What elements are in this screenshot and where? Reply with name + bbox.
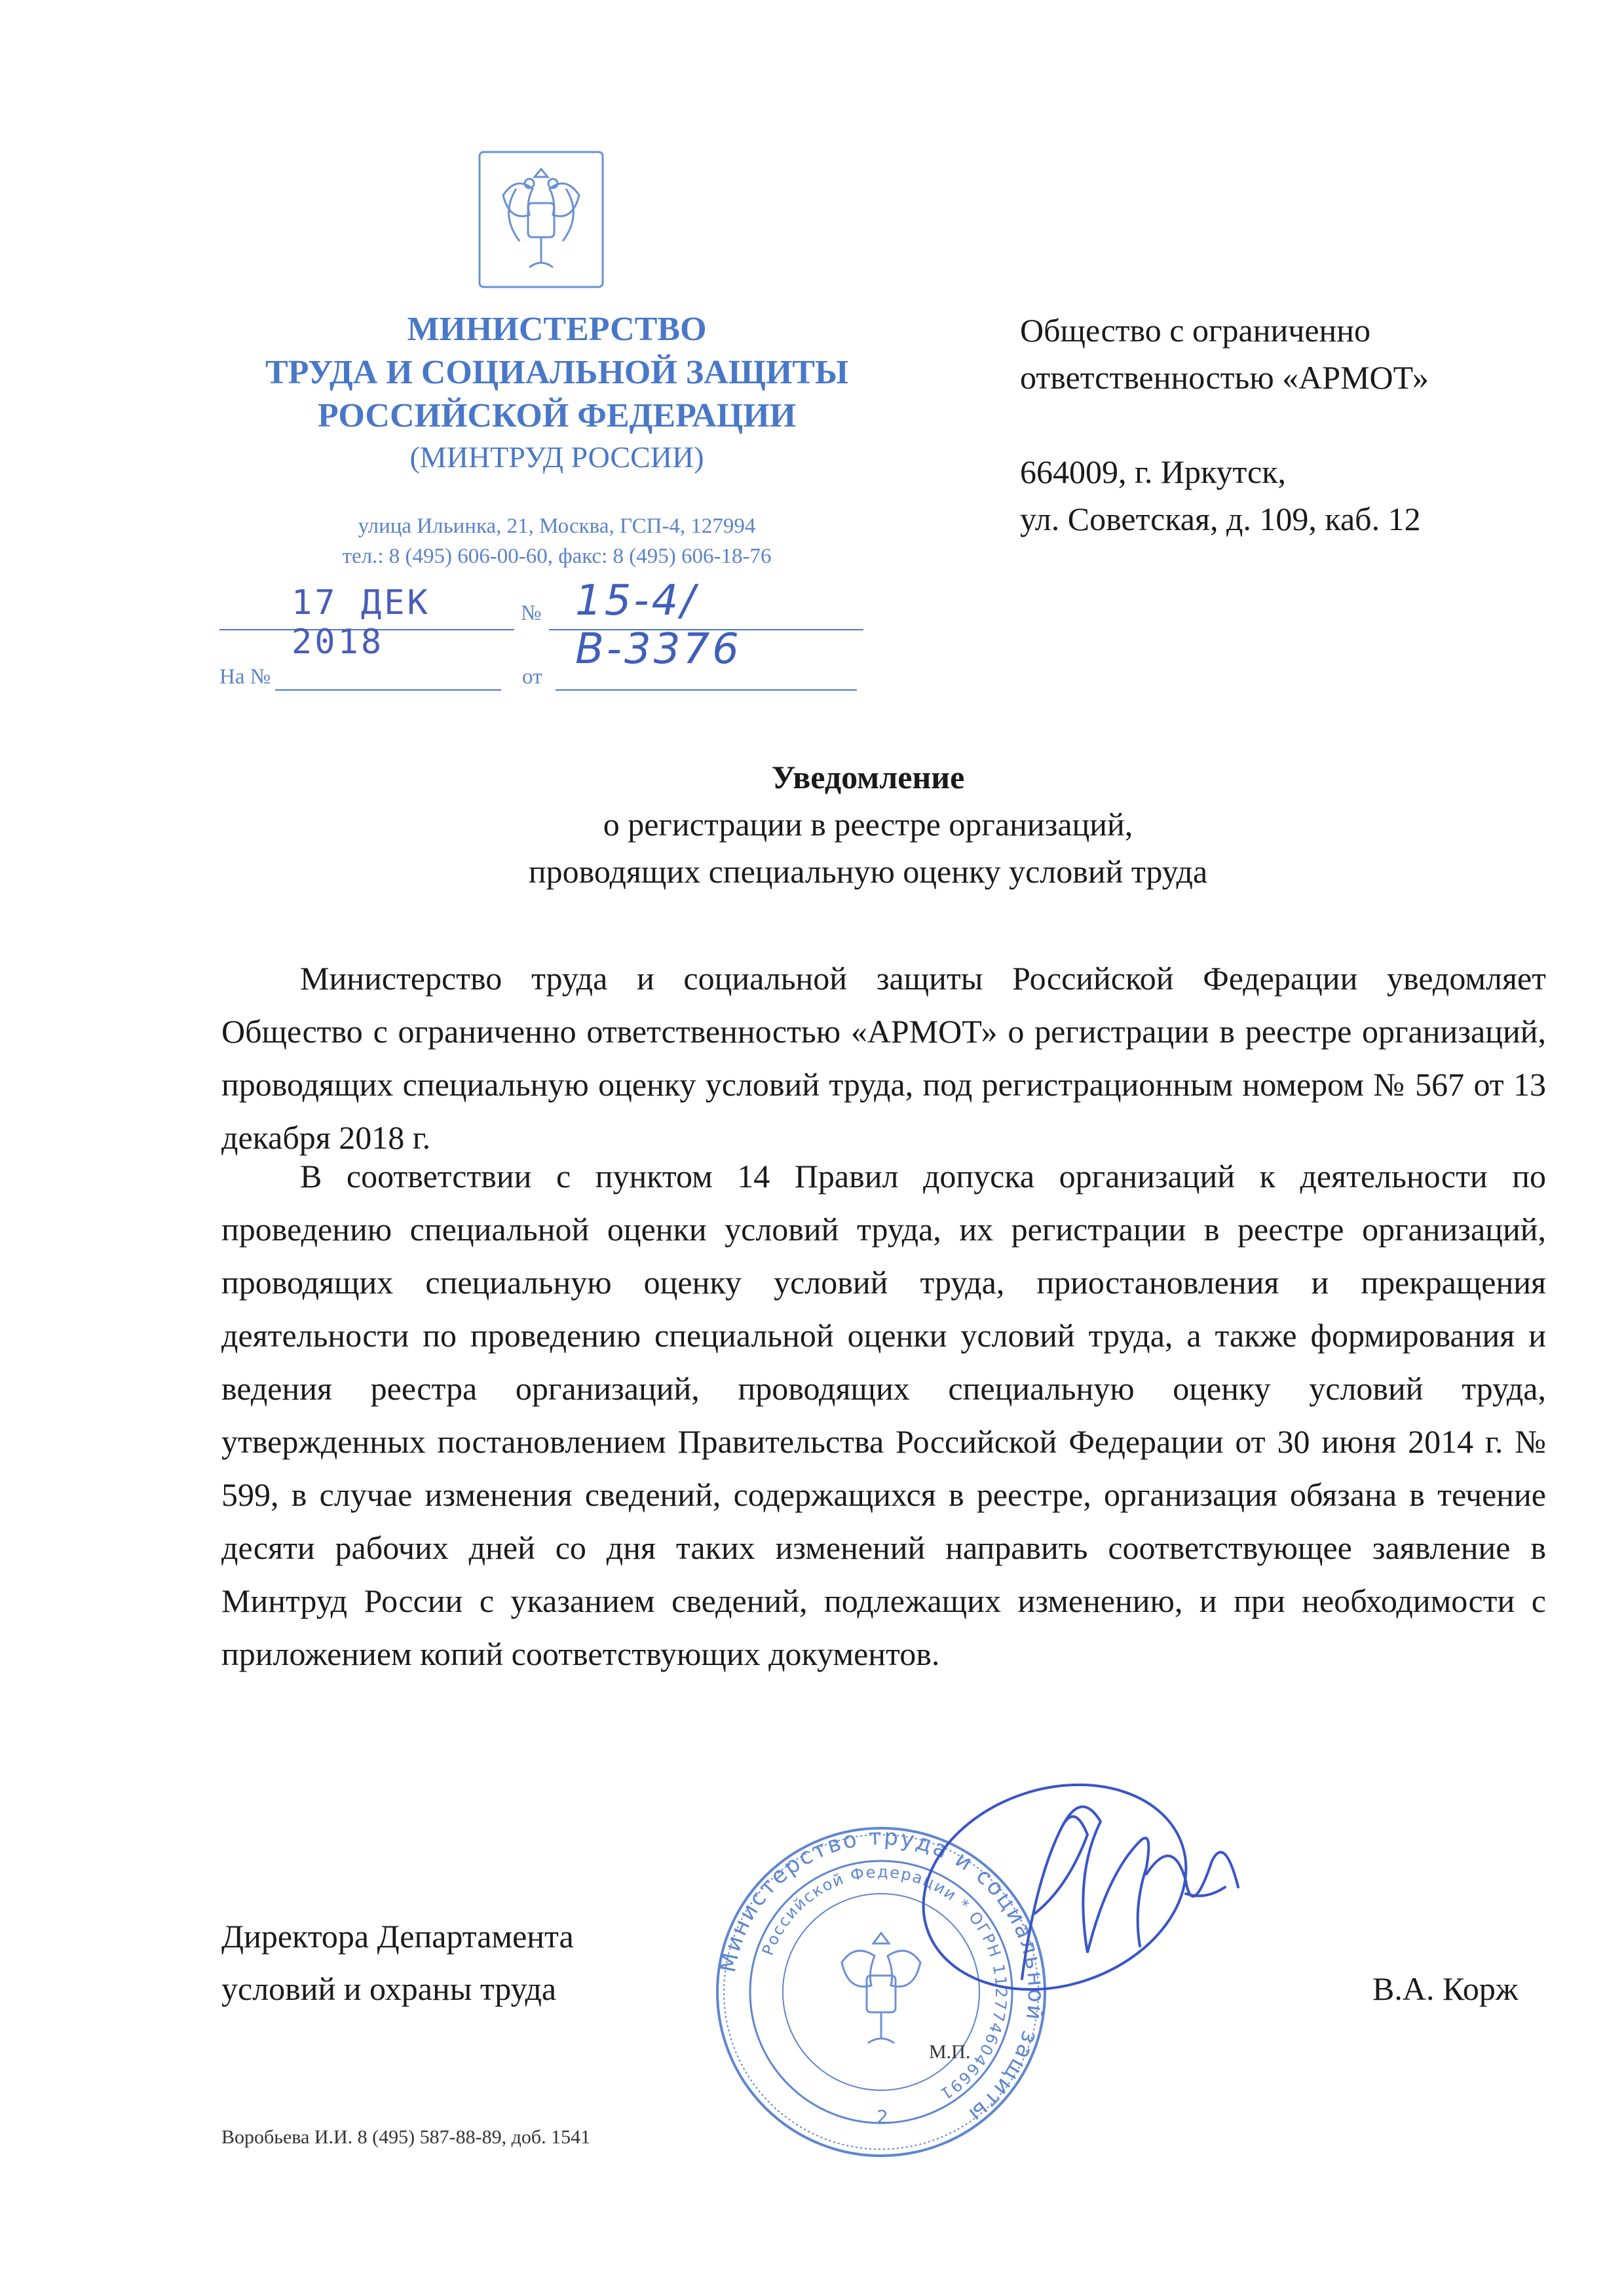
position-line-1: Директора Департамента [221, 1918, 574, 1955]
title-line-1: о регистрации в реестре организаций, [603, 806, 1133, 843]
addressee-org-line-2: ответственностью «АРМОТ» [1020, 359, 1429, 396]
ministry-address: улица Ильинка, 21, Москва, ГСП-4, 127994 [358, 514, 756, 538]
ministry-phones: тел.: 8 (495) 606-00-60, факс: 8 (495) 606-18-76 [342, 545, 772, 568]
handwritten-signature-icon [911, 1763, 1277, 2051]
document-title [197, 754, 1539, 895]
ministry-line-1: МИНИСТЕРСТВО [407, 311, 707, 348]
date-stamp: 17 ДЕК 2018 [292, 583, 430, 662]
ref-from-label: от [522, 665, 542, 689]
title-heading: Уведомление [771, 759, 965, 795]
coat-of-arms-icon [477, 149, 605, 290]
executor-contact: Воробьева И.И. 8 (495) 587-88-89, доб. 1541 [221, 2126, 591, 2148]
ref-label: На № [219, 665, 271, 689]
title-line-2: проводящих специальную оценку условий труда [528, 853, 1208, 890]
number-label: № [521, 602, 542, 625]
ministry-short-name: (МИНТРУД РОССИИ) [409, 440, 704, 474]
ministry-line-3: РОССИЙСКОЙ ФЕДЕРАЦИИ [317, 397, 797, 434]
seal-number: 2 [877, 2106, 888, 2128]
ministry-name [197, 308, 917, 477]
addressee-address-line-2: ул. Советская, д. 109, каб. 12 [1020, 501, 1421, 537]
number-field [549, 577, 863, 674]
ref-number-field [275, 662, 501, 691]
outgoing-number: 15-4/В-3376 [575, 577, 742, 674]
body-paragraph-1: Министерство труда и социальной защиты Российской Федерации уведомляет Общество с ограниченно ответственностью «АРМОТ» о регистрации в реестре организаций, проводящих специальную оценку условий труда, под регистрационным номером № 567 от 13 декабря 2018 г. [221, 960, 1546, 1156]
signatory-position [221, 1910, 574, 2015]
addressee-address-line-1: 664009, г. Иркутск, [1020, 453, 1287, 490]
seal-outer-text: Министерство труда и социальной защиты [714, 1824, 1049, 2129]
date-field [219, 583, 514, 662]
signatory-name: В.А. Корж [1372, 1970, 1519, 2007]
position-line-2: условий и охраны труда [221, 1970, 557, 2007]
addressee-block [1020, 307, 1557, 543]
ref-date-field [556, 662, 857, 691]
ministry-contacts [197, 511, 917, 571]
ministry-line-2: ТРУДА И СОЦИАЛЬНОЙ ЗАЩИТЫ [265, 354, 849, 391]
seal-inner-text: Российской Федерации * ОГРН 1127746046691 [758, 1862, 1011, 2104]
addressee-org-line-1: Общество с ограниченно [1020, 312, 1371, 349]
seal-place-note: М.П. [929, 2041, 971, 2063]
body-paragraph-2: В соответствии с пунктом 14 Правил допуска организаций к деятельности по проведению специальной оценки условий труда, их регистрации в реестре организаций, проводящих специальную оценку условий труда, приостановления и прекращения деятельности по проведению специальной оценки условий труда, а также формирования и ведения реестра организаций, проводящих специальную оценку условий труда, утвержденных постановлением Правительства Российской Федерации от 30 июня 2014 г. № 599, в случае изменения сведений, содержащихся в реестре, организация обязана в течение десяти рабочих дней со дня таких изменений направить соответствующее заявление в Минтруд России с указанием сведений, подлежащих изменению, и при необходимости с приложением копий соответствующих документов. [221, 1158, 1546, 1672]
